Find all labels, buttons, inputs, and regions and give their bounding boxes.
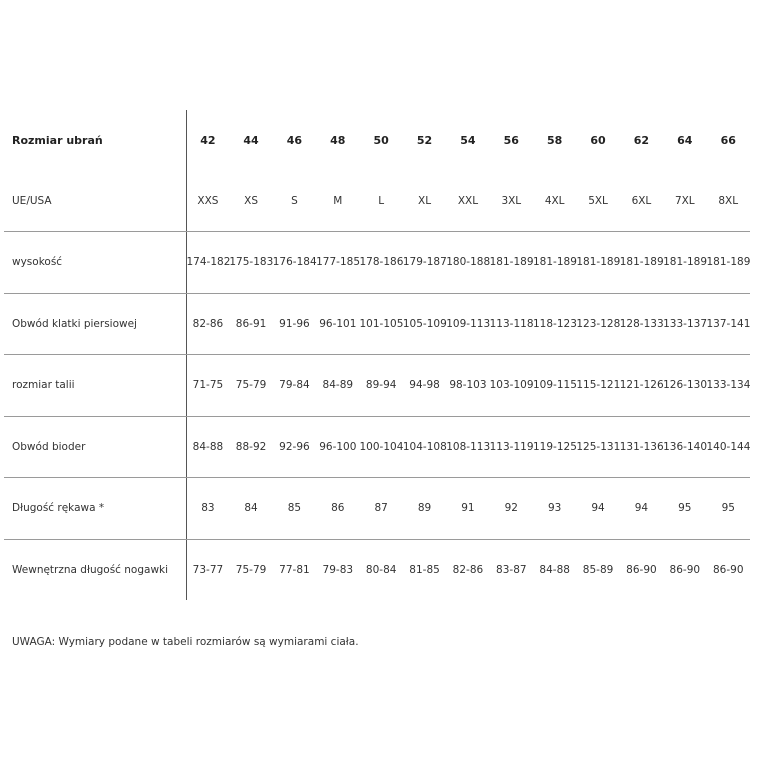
table-cell: 89-94 (360, 355, 403, 417)
row-label: rozmiar talii (4, 355, 186, 417)
table-cell: 84 (229, 478, 272, 540)
table-cell: XS (229, 171, 272, 232)
table-cell: 85 (273, 478, 316, 540)
table-cell: 98-103 (446, 355, 489, 417)
table-cell: 140-144 (707, 416, 751, 478)
table-cell: 4XL (533, 171, 576, 232)
table-cell: 181-189 (620, 232, 663, 294)
row-label: Obwód klatki piersiowej (4, 293, 186, 355)
table-cell: 181-189 (707, 232, 751, 294)
table-cell: 104-108 (403, 416, 446, 478)
header-size: 44 (243, 133, 259, 147)
table-cell: 7XL (663, 171, 706, 232)
table-cell: 115-121 (576, 355, 619, 417)
table-cell: 91 (446, 478, 489, 540)
header-size: 42 (200, 133, 216, 147)
table-cell: 75-79 (235, 563, 267, 576)
row-label: Wewnętrzna długość nogawki (4, 539, 186, 600)
table-cell: 86-90 (626, 563, 657, 576)
table-cell: 81-85 (409, 563, 440, 576)
header-size: 64 (677, 133, 693, 147)
table-cell: 8XL (707, 171, 751, 232)
table-row (4, 478, 750, 540)
table-cell: 174-182 (186, 232, 229, 294)
table-cell: 123-128 (576, 293, 619, 355)
table-row (4, 355, 750, 417)
table-cell: 133-134 (707, 355, 751, 417)
table-cell: XXL (446, 171, 489, 232)
table-cell: 73-77 (192, 563, 224, 576)
header-size: 56 (503, 133, 519, 147)
table-cell: 96-100 (316, 416, 359, 478)
table-body (4, 171, 750, 601)
table-cell: 85-89 (582, 563, 614, 576)
table-cell: S (273, 171, 316, 232)
table-cell: 94 (620, 478, 663, 540)
header-size: 52 (416, 133, 433, 147)
table-cell: 103-109 (490, 355, 533, 417)
table-cell: 95 (707, 478, 751, 540)
table-cell: 83-87 (496, 563, 527, 576)
table-cell: 86-91 (229, 293, 272, 355)
header-size: 60 (590, 133, 606, 147)
table-cell: 95 (663, 478, 706, 540)
table-cell: 3XL (490, 171, 533, 232)
table-cell: 175-183 (229, 232, 272, 294)
row-label: Długość rękawa * (4, 478, 186, 540)
table-cell: 87 (360, 478, 403, 540)
table-cell: 133-137 (663, 293, 706, 355)
table-cell: 79-83 (322, 563, 354, 576)
size-table (4, 110, 750, 600)
table-cell: 84-88 (539, 563, 570, 576)
table-cell: 128-133 (620, 293, 663, 355)
table-cell: 100-104 (360, 416, 403, 478)
table-cell: 126-130 (663, 355, 706, 417)
table-cell: 92-96 (273, 416, 316, 478)
row-label: wysokość (4, 232, 186, 294)
table-cell: 181-189 (490, 232, 533, 294)
table-cell: 113-119 (490, 416, 533, 478)
table-cell: 113-118 (490, 293, 533, 355)
row-label: Obwód bioder (4, 416, 186, 478)
header-size: 50 (373, 133, 389, 147)
table-cell: 94-98 (403, 355, 446, 417)
table-cell: 178-186 (360, 232, 403, 294)
table-cell: M (316, 171, 359, 232)
table-cell: 93 (533, 478, 576, 540)
row-label: UE/USA (4, 171, 186, 232)
table-cell: 84-89 (316, 355, 359, 417)
table-cell: 119-125 (533, 416, 576, 478)
table-cell: 125-131 (576, 416, 619, 478)
table-cell: 5XL (576, 171, 619, 232)
table-cell: 86 (316, 478, 359, 540)
table-cell: 88-92 (229, 416, 272, 478)
table-cell: 108-113 (446, 416, 489, 478)
table-cell: XL (403, 171, 446, 232)
table-cell: 101-105 (360, 293, 403, 355)
table-cell: 96-101 (316, 293, 359, 355)
header-size: 58 (547, 133, 563, 147)
table-cell: 137-141 (707, 293, 751, 355)
table-cell: 80-84 (365, 563, 397, 576)
table-row (4, 539, 750, 600)
table-cell: 109-113 (446, 293, 489, 355)
table-cell: 86-90 (669, 563, 701, 576)
note-text: UWAGA: Wymiary podane w tabeli rozmiarów są wymiarami ciała. (12, 636, 359, 648)
table-cell: 181-189 (576, 232, 619, 294)
table-cell: 91-96 (273, 293, 316, 355)
table-cell: 176-184 (273, 232, 316, 294)
table-cell: 179-187 (403, 232, 446, 294)
table-cell: 71-75 (186, 355, 229, 417)
table-cell: 83 (186, 478, 229, 540)
table-cell: 177-185 (316, 232, 359, 294)
header-size: 54 (460, 133, 476, 147)
header-label: Rozmiar ubrań (4, 110, 186, 171)
table-cell: 89 (403, 478, 446, 540)
table-cell: 118-123 (533, 293, 576, 355)
header-size: 66 (720, 133, 736, 147)
table-cell: XXS (186, 171, 229, 232)
header-size: 46 (286, 133, 303, 147)
table-cell: 92 (490, 478, 533, 540)
table-row (4, 171, 750, 232)
table-cell: 6XL (620, 171, 663, 232)
table-cell: 105-109 (403, 293, 446, 355)
table-cell: 181-189 (663, 232, 706, 294)
table-cell: 82-86 (452, 563, 484, 576)
table-cell: 180-188 (446, 232, 489, 294)
table-row (4, 293, 750, 355)
table-row (4, 416, 750, 478)
table-cell: 79-84 (273, 355, 316, 417)
table-cell: 75-79 (229, 355, 272, 417)
table-cell: L (360, 171, 403, 232)
table-cell: 94 (576, 478, 619, 540)
table-cell: 131-136 (620, 416, 663, 478)
table-cell: 121-126 (620, 355, 663, 417)
header-size: 48 (330, 133, 346, 147)
header-row (4, 110, 750, 171)
table-cell: 84-88 (186, 416, 229, 478)
table-cell: 86-90 (712, 563, 744, 576)
table-cell: 181-189 (533, 232, 576, 294)
table-row (4, 232, 750, 294)
size-chart (0, 110, 775, 600)
table-cell: 77-81 (279, 563, 310, 576)
table-cell: 136-140 (663, 416, 706, 478)
table-cell: 109-115 (533, 355, 576, 417)
header-size: 62 (633, 133, 650, 147)
table-cell: 82-86 (186, 293, 229, 355)
